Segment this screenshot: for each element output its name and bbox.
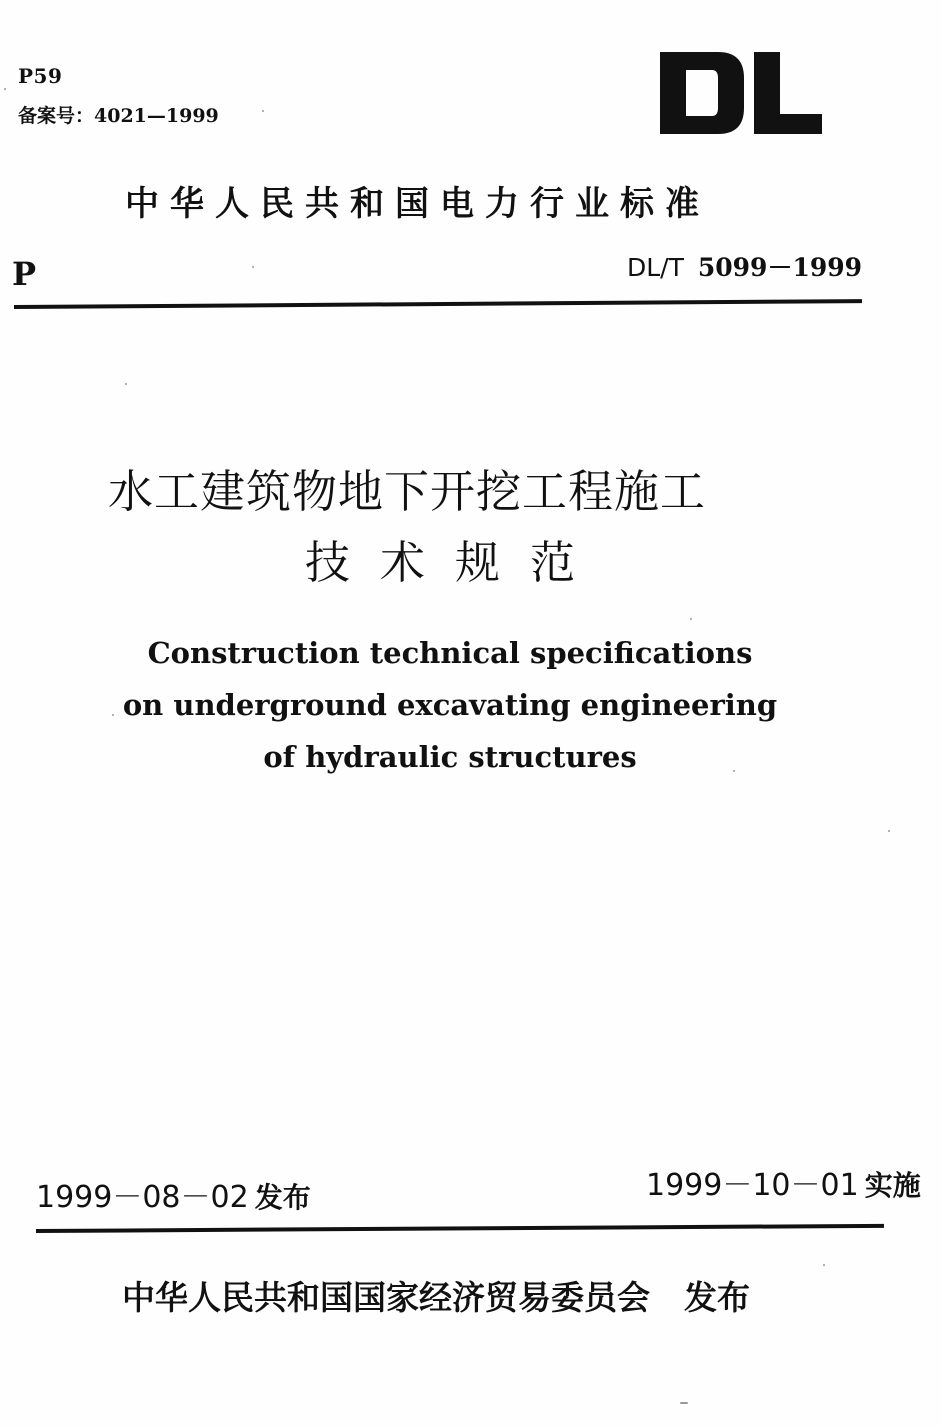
scan-speck [125, 383, 127, 385]
publisher-name: 中华人民共和国国家经济贸易委员会 [122, 1278, 650, 1317]
classification-code: P59 [18, 64, 63, 88]
record-number: 备案号：4021—1999 [18, 105, 219, 127]
implementation-label: 实施 [864, 1169, 921, 1202]
category-letter: P [12, 255, 37, 293]
title-english-line1: Construction technical specifications [147, 636, 753, 670]
standard-code: 5099－1999 [697, 253, 863, 282]
publish-action: 发布 [684, 1278, 750, 1317]
scan-speck [733, 770, 735, 772]
implementation-date [646, 1160, 921, 1204]
header-divider [14, 299, 862, 309]
scan-speck [112, 714, 114, 716]
title-english-line2: on underground excavating engineering [122, 688, 778, 722]
footer-divider [36, 1224, 884, 1233]
dl-logo [656, 48, 826, 138]
implementation-date-value: 1999－10－01 [646, 1168, 859, 1203]
scan-speck [823, 1264, 825, 1266]
issue-date-value: 1999－08－02 [36, 1180, 249, 1215]
scan-speck [888, 830, 890, 832]
title-chinese-line2: 技术规范 [305, 536, 606, 589]
industry-standard-heading: 中华人民共和国电力行业标准 [125, 184, 710, 224]
scan-speck [262, 110, 264, 112]
scan-speck [690, 618, 692, 620]
scan-speck [680, 1402, 688, 1404]
issue-label: 发布 [254, 1181, 311, 1214]
scan-speck [4, 88, 6, 90]
title-chinese-line1: 水工建筑物地下开挖工程施工 [108, 465, 707, 518]
publisher [122, 1272, 750, 1319]
standard-prefix: DL/T [627, 253, 684, 282]
standard-number [627, 248, 862, 284]
scan-speck [252, 266, 254, 268]
issue-date [36, 1172, 311, 1216]
title-english-line3: of hydraulic structures [263, 740, 637, 774]
